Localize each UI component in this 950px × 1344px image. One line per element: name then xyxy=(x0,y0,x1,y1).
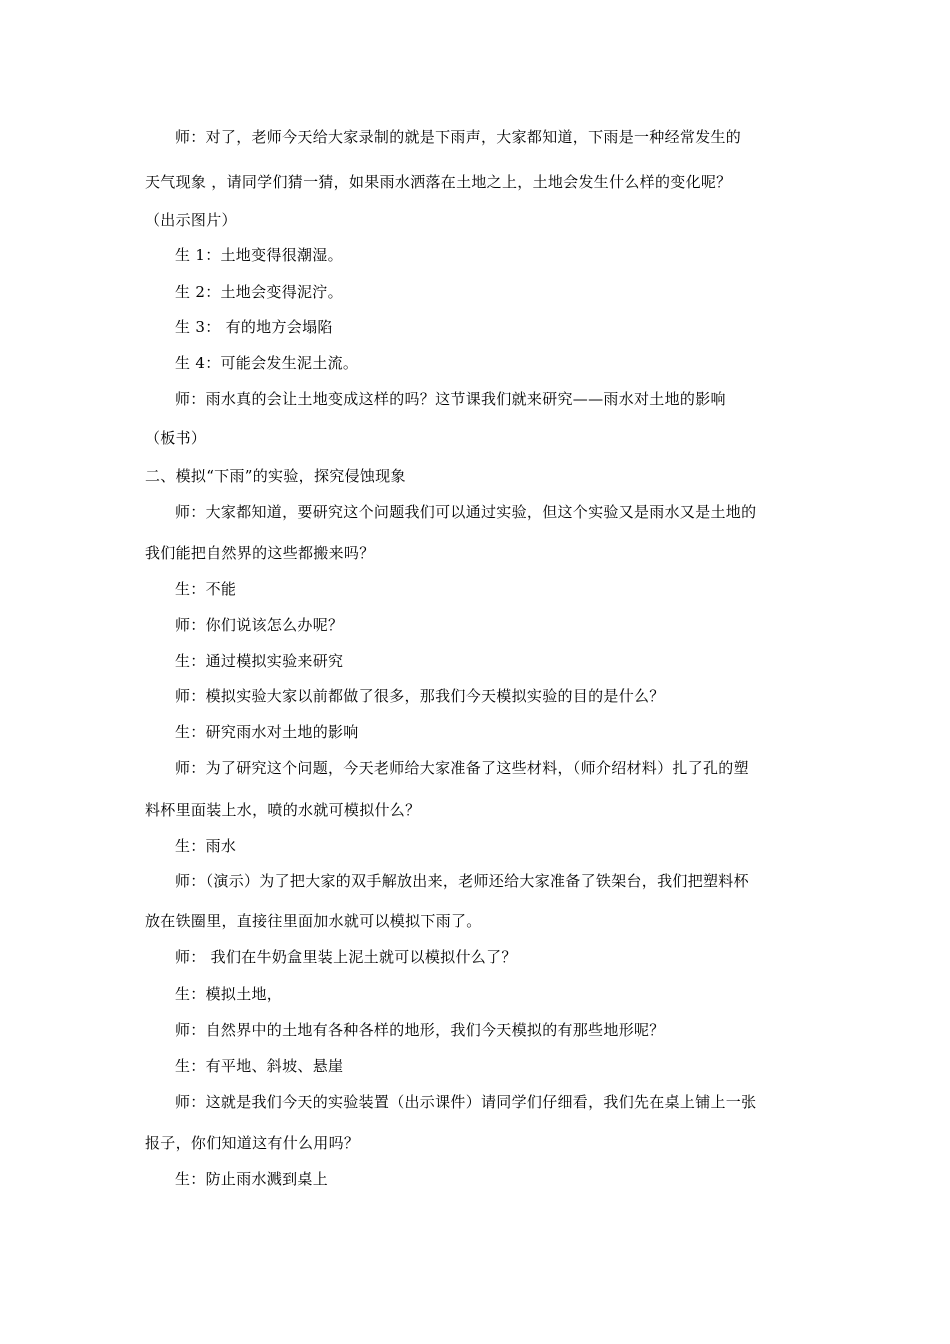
paragraph-line: 师：自然界中的土地有各种各样的地形，我们今天模拟的有那些地形呢？ xyxy=(175,1021,665,1039)
paragraph-line: 生 1：土地变得很潮湿。 xyxy=(175,246,343,264)
paragraph-line: 料杯里面装上水，喷的水就可模拟什么？ xyxy=(145,801,421,819)
paragraph-line: 我们能把自然界的这些都搬来吗？ xyxy=(145,544,375,562)
paragraph-line: 生：雨水 xyxy=(175,837,237,855)
paragraph-line: （出示图片） xyxy=(145,211,237,229)
paragraph-line: 师：你们说该怎么办呢？ xyxy=(175,616,344,634)
paragraph-line: 报子，你们知道这有什么用吗？ xyxy=(145,1134,360,1152)
paragraph-line: 放在铁圈里，直接往里面加水就可以模拟下雨了。 xyxy=(145,912,482,930)
paragraph-line: 师：雨水真的会让土地变成这样的吗？这节课我们就来研究——雨水对土地的影响 xyxy=(175,390,726,408)
paragraph-line: 生 3： 有的地方会塌陷 xyxy=(175,318,333,336)
paragraph-line: 师：对了，老师今天给大家录制的就是下雨声，大家都知道，下雨是一种经常发生的 xyxy=(175,128,742,146)
paragraph-line: 师：（演示）为了把大家的双手解放出来，老师还给大家准备了铁架台，我们把塑料杯 xyxy=(175,872,749,890)
paragraph-line: 生：研究雨水对土地的影响 xyxy=(175,723,359,741)
paragraph-line: 生 4：可能会发生泥土流。 xyxy=(175,354,359,372)
paragraph-line: 生：防止雨水溅到桌上 xyxy=(175,1170,329,1188)
paragraph-line: 师：模拟实验大家以前都做了很多，那我们今天模拟实验的目的是什么？ xyxy=(175,687,665,705)
paragraph-line: 师：这就是我们今天的实验装置（出示课件）请同学们仔细看，我们先在桌上铺上一张 xyxy=(175,1093,757,1111)
paragraph-line: 生：有平地、斜坡、悬崖 xyxy=(175,1057,344,1075)
section-heading: 二、模拟“下雨”的实验，探究侵蚀现象 xyxy=(145,467,406,485)
paragraph-line: 师：大家都知道，要研究这个问题我们可以通过实验，但这个实验又是雨水又是土地的 xyxy=(175,503,757,521)
paragraph-line: 生：模拟土地， xyxy=(175,985,283,1003)
paragraph-line: （板书） xyxy=(145,429,207,447)
paragraph-line: 生 2：土地会变得泥泞。 xyxy=(175,283,343,301)
paragraph-line: 生：不能 xyxy=(175,580,237,598)
paragraph-line: 师：为了研究这个问题，今天老师给大家准备了这些材料，（师介绍材料）扎了孔的塑 xyxy=(175,759,749,777)
paragraph-line: 师： 我们在牛奶盒里装上泥土就可以模拟什么了？ xyxy=(175,948,517,966)
paragraph-line: 生：通过模拟实验来研究 xyxy=(175,652,344,670)
paragraph-line: 天气现象 ，请同学们猜一猜，如果雨水洒落在土地之上，土地会发生什么样的变化呢？ xyxy=(145,173,732,191)
